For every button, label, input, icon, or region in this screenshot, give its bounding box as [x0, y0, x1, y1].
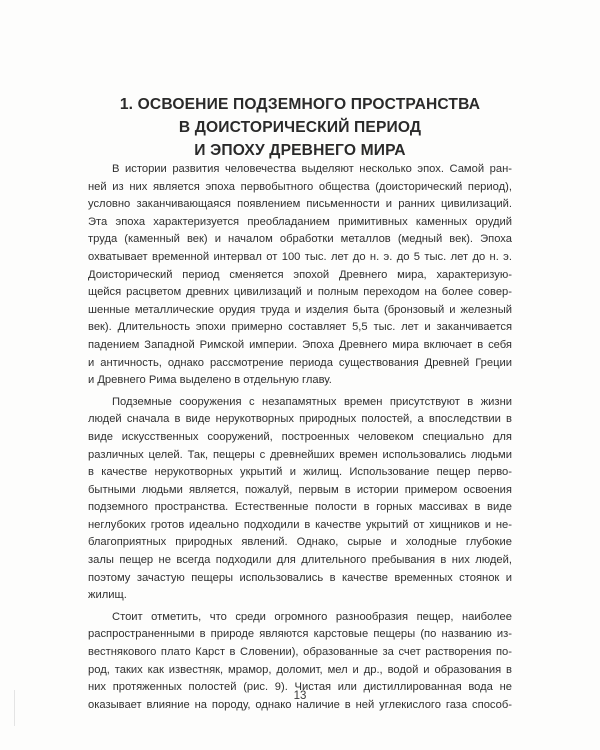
- text-line: Эта эпоха характеризуется преобладанием примитивных каменных орудий: [88, 215, 512, 228]
- text-line: залы пещер не всегда подходили для длительного пребывания в них людей,: [88, 554, 512, 567]
- text-line: род, таких как известняк, мрамор, доломит, мел и др., водой и образования в: [88, 663, 512, 676]
- text-line: поэтому зачастую пещеры использовались в качестве временных стоянок и: [88, 571, 512, 584]
- text-line: подземного пространства. Естественные полости в горных массивах в виде: [88, 501, 512, 514]
- text-line: охватывает временной интервал от 100 тыс. лет до н. э. до 5 тыс. лет до н. э.: [88, 250, 512, 263]
- text-line: людей сначала в виде нерукотворных природных полостей, а впоследствии в: [88, 413, 512, 426]
- text-line: вестнякового плато Карст в Словении), образованные за счет растворения по-: [88, 646, 512, 659]
- heading-line: 1. ОСВОЕНИЕ ПОДЗЕМНОГО ПРОСТРАНСТВА: [119, 96, 481, 113]
- text-line: В истории развития человечества выделяют несколько эпох. Самой ран-: [112, 163, 512, 175]
- text-line: благоприятных природных явлений. Однако, сырые и холодные глубокие: [88, 536, 512, 549]
- paragraph: [88, 394, 512, 605]
- heading-line: И ЭПОХУ ДРЕВНЕГО МИРА: [194, 142, 406, 159]
- text-line: распространенными в природе являются карстовые пещеры (по названию из-: [88, 628, 512, 641]
- chapter-heading: [80, 93, 520, 162]
- text-line: и Древнего Рима выделено в отдельную главу.: [88, 374, 332, 387]
- text-line: труда (каменный век) и началом обработки металлов (медный век). Эпоха: [88, 233, 512, 246]
- text-line: ней из них является эпоха первобытного общества (доисторический период),: [88, 180, 512, 193]
- body-text: [88, 161, 512, 718]
- text-line: них протяженных полостей (рис. 9). Чистая или дистиллированная вода не: [88, 681, 512, 694]
- text-line: и античность, однако рассмотрение периода существования Древней Греции: [88, 356, 512, 369]
- text-line: Подземные сооружения с незапамятных времен присутствуют в жизни: [112, 395, 512, 408]
- text-line: в качестве нерукотворных укрытий и жилищ. Использование пещер перво-: [88, 466, 512, 479]
- paragraph: [88, 161, 512, 390]
- text-line: Доисторический период сменяется эпохой Древнего мира, характеризую-: [88, 268, 512, 281]
- text-line: бытными людьми является, пожалуй, первым в истории примером освоения: [88, 483, 512, 496]
- text-line: жилищ.: [88, 589, 127, 602]
- text-line: условно заканчивающаяся появлением письменности и ранних цивилизаций.: [88, 198, 512, 211]
- text-line: шенные металлические орудия труда и изделия быта (бронзовый и железный: [88, 303, 512, 316]
- text-line: век). Длительность эпохи примерно составляет 5,5 тыс. лет и заканчивается: [88, 321, 512, 334]
- text-line: Стоит отметить, что среди огромного разнообразия пещер, наиболее: [112, 610, 512, 623]
- page-number: 13: [293, 690, 307, 702]
- text-line: различных целей. Так, пещеры с древнейших времен использовались людьми: [88, 448, 512, 461]
- text-line: оказывает влияние на породу, однако наличие в ней углекислого газа способ-: [88, 698, 512, 711]
- text-line: щейся расцветом древних цивилизаций и полным переходом на более совер-: [88, 286, 512, 299]
- text-line: неглубоких гротов идеально подходили в качестве укрытий от хищников и не-: [88, 518, 512, 531]
- text-line: виде искусственных сооружений, построенных человеком специально для: [88, 430, 512, 443]
- heading-line: В ДОИСТОРИЧЕСКИЙ ПЕРИОД: [178, 119, 422, 136]
- text-line: падением Западной Римской империи. Эпоха Древнего мира включает в себя: [88, 338, 512, 351]
